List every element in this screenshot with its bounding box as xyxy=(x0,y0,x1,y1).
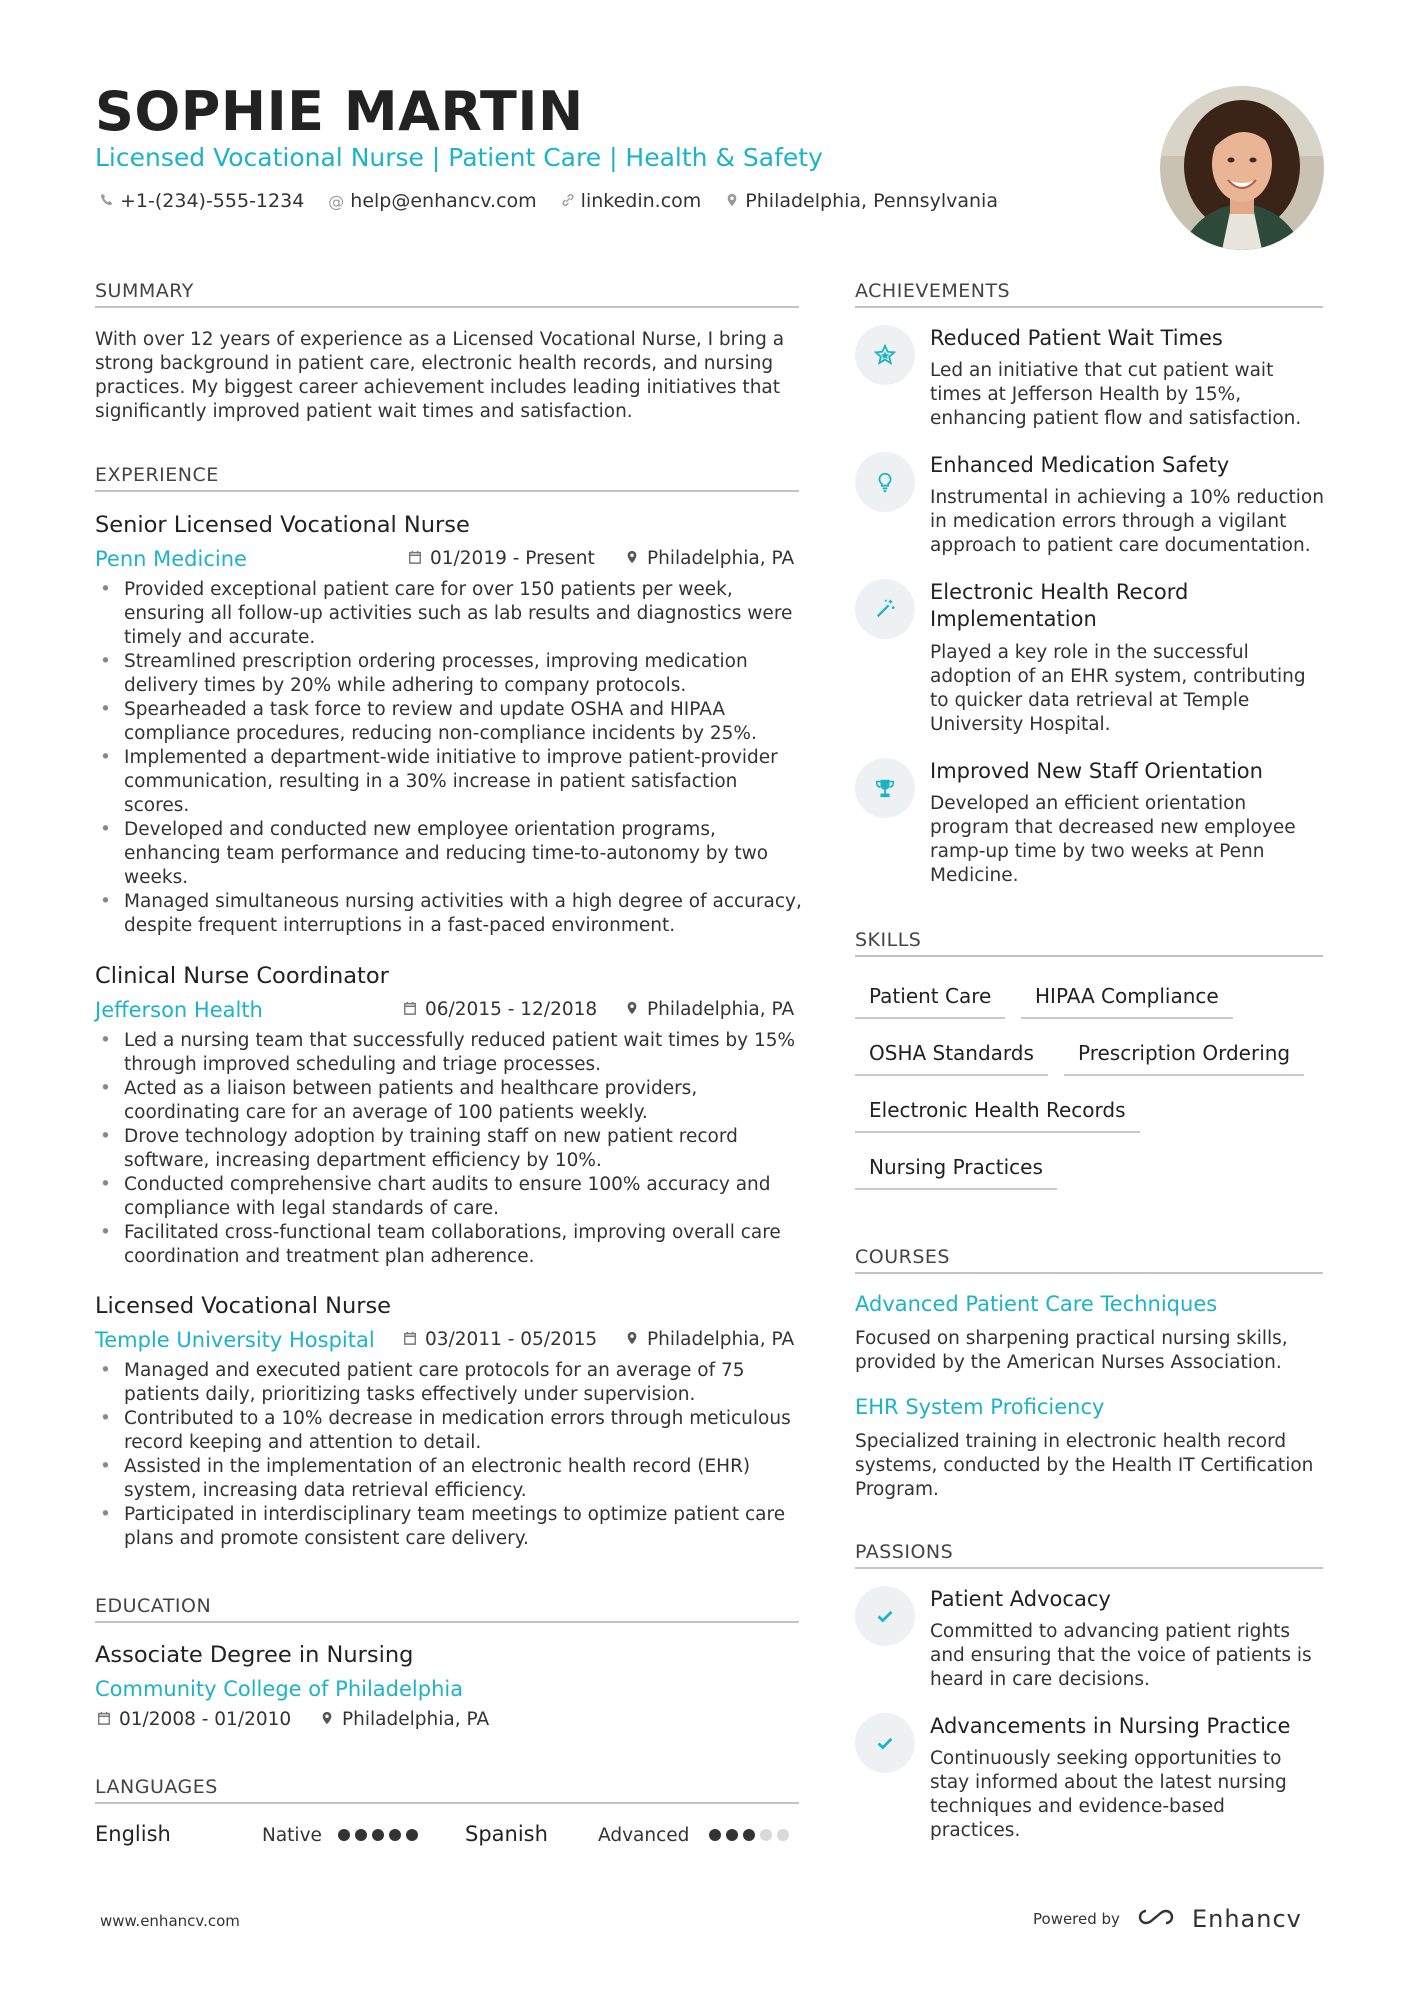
job-title: Senior Licensed Vocational Nurse xyxy=(95,512,470,538)
language-level: Advanced xyxy=(598,1825,690,1846)
summary-divider xyxy=(95,306,799,308)
achievements-heading: ACHIEVEMENTS xyxy=(855,280,1011,302)
course-desc: Focused on sharpening practical nursing skills, provided by the American Nurses Association. xyxy=(855,1328,1288,1373)
achievement-title: Improved New Staff Orientation xyxy=(930,759,1263,783)
rating-dot xyxy=(777,1829,789,1841)
star-icon xyxy=(855,325,915,385)
passion-title: Advancements in Nursing Practice xyxy=(930,1714,1291,1738)
rating-dot xyxy=(338,1829,350,1841)
passions-divider xyxy=(855,1567,1323,1569)
language-name: English xyxy=(95,1822,171,1846)
location-pin-icon xyxy=(320,1709,334,1730)
passion-desc: Continuously seeking opportunities to stay informed about the latest nursing techniques and evidence-based practices. xyxy=(930,1748,1287,1841)
rating-dot xyxy=(709,1829,721,1841)
education-location-text: Philadelphia, PA xyxy=(342,1709,490,1730)
job-location-text: Philadelphia, PA xyxy=(647,1329,795,1350)
achievement-desc: Instrumental in achieving a 10% reduction in medication errors through a vigilant approach to patient care documentation. xyxy=(930,487,1324,556)
achievements-divider xyxy=(855,306,1323,308)
trophy-icon xyxy=(855,758,915,818)
achievement-desc: Developed an efficient orientation program that decreased new employee ramp-up time by two weeks at Penn Medicine. xyxy=(930,793,1296,886)
job-dates-text: 03/2011 - 05/2015 xyxy=(425,1329,598,1350)
email-text: help@enhancv.com xyxy=(350,190,537,212)
job-location-text: Philadelphia, PA xyxy=(647,548,795,569)
job-bullet: • Drove technology adoption by training staff on new patient record software, increasing department efficiency by 10%. xyxy=(95,1125,810,1173)
powered-by-text: Powered by xyxy=(1033,1910,1120,1928)
job-location xyxy=(625,548,794,569)
job-bullet: • Assisted in the implementation of an electronic health record (EHR) system, increasing data retrieval efficiency. xyxy=(95,1455,810,1503)
link-icon xyxy=(561,190,575,212)
brand-name: Enhancv xyxy=(1191,1905,1302,1933)
rating-dot xyxy=(406,1829,418,1841)
passion-title: Patient Advocacy xyxy=(930,1587,1111,1611)
job-bullet: • Developed and conducted new employee orientation programs, enhancing team performance and reducing time-to-autonomy by two weeks. xyxy=(95,818,810,890)
degree-title: Associate Degree in Nursing xyxy=(95,1642,414,1668)
contact-bar xyxy=(100,190,998,212)
job-company: Penn Medicine xyxy=(95,547,247,571)
courses-divider xyxy=(855,1272,1323,1274)
language-level: Native xyxy=(262,1825,322,1846)
phone-text: +1-(234)-555-1234 xyxy=(120,190,305,212)
job-title: Licensed Vocational Nurse xyxy=(95,1293,392,1319)
job-bullet: • Streamlined prescription ordering processes, improving medication delivery times by 20% while adhering to company protocols. xyxy=(95,650,810,698)
calendar-icon xyxy=(97,1709,111,1730)
skill-tag: HIPAA Compliance xyxy=(1021,984,1233,1019)
passion-desc: Committed to advancing patient rights and ensuring that the voice of patients is heard in care decisions. xyxy=(930,1621,1312,1690)
job-bullet: • Acted as a liaison between patients and healthcare providers, coordinating care for an average of 100 patients weekly. xyxy=(95,1077,810,1125)
lightbulb-icon xyxy=(855,452,915,512)
job-title: Clinical Nurse Coordinator xyxy=(95,963,389,989)
profile-photo xyxy=(1160,86,1324,250)
checkmark-icon xyxy=(855,1586,915,1646)
skill-tag: Nursing Practices xyxy=(855,1155,1057,1190)
job-bullet: • Spearheaded a task force to review and update OSHA and HIPAA compliance procedures, reducing non-compliance incidents by 25%. xyxy=(95,698,810,746)
language-rating xyxy=(709,1829,789,1841)
rating-dot xyxy=(760,1829,772,1841)
linkedin-text: linkedin.com xyxy=(580,190,702,212)
achievement-item xyxy=(855,452,1325,556)
job-dates xyxy=(403,1329,597,1350)
job-bullet: • Participated in interdisciplinary team meetings to optimize patient care plans and promote consistent care delivery. xyxy=(95,1503,810,1551)
location-pin-icon xyxy=(625,1329,639,1350)
achievement-item xyxy=(855,758,1325,888)
candidate-title: Licensed Vocational Nurse | Patient Care | Health & Safety xyxy=(95,143,823,172)
language-name: Spanish xyxy=(465,1822,548,1846)
contact-phone[interactable] xyxy=(100,190,304,212)
contact-location xyxy=(725,190,998,212)
phone-icon xyxy=(100,190,114,212)
achievement-title: Reduced Patient Wait Times xyxy=(930,326,1223,350)
job-location xyxy=(625,1329,794,1350)
location-pin-icon xyxy=(725,190,739,212)
achievement-item xyxy=(855,579,1325,735)
calendar-icon xyxy=(408,548,422,569)
achievement-desc: Played a key role in the successful adoption of an EHR system, contributing to quicker data retrieval at Temple University Hospital. xyxy=(930,642,1306,735)
job-dates xyxy=(408,548,595,569)
job-bullet: • Managed simultaneous nursing activities with a high degree of accuracy, despite frequent interruptions in a fast-paced environment. xyxy=(95,890,810,938)
achievement-title: Electronic Health Record Implementation xyxy=(930,580,1189,631)
summary-line: strong background in patient care, electronic health records, and nursing xyxy=(95,353,774,374)
experience-heading: EXPERIENCE xyxy=(95,464,219,486)
skill-tag: Electronic Health Records xyxy=(855,1098,1140,1133)
course-desc: Specialized training in electronic health record systems, conducted by the Health IT Certification Program. xyxy=(855,1431,1314,1500)
job-bullet: • Led a nursing team that successfully reduced patient wait times by 15% through improved scheduling and triage processes. xyxy=(95,1029,810,1077)
footer-branding[interactable] xyxy=(1033,1905,1302,1933)
job-bullets xyxy=(95,578,810,938)
job-bullet: • Provided exceptional patient care for over 150 patients per week, ensuring all follow-up activities such as lab results and diagnostics were timely and accurate. xyxy=(95,578,810,650)
achievement-title: Enhanced Medication Safety xyxy=(930,453,1230,477)
experience-divider xyxy=(95,490,799,492)
course-title: Advanced Patient Care Techniques xyxy=(855,1292,1218,1316)
checkmark-icon xyxy=(855,1713,915,1773)
education-dates-text: 01/2008 - 01/2010 xyxy=(119,1709,292,1730)
calendar-icon xyxy=(403,1329,417,1350)
location-text: Philadelphia, Pennsylvania xyxy=(745,190,998,212)
skill-tag: OSHA Standards xyxy=(855,1041,1048,1076)
location-pin-icon xyxy=(625,999,639,1020)
summary-heading: SUMMARY xyxy=(95,280,194,302)
education-dates xyxy=(97,1709,291,1730)
contact-linkedin[interactable] xyxy=(561,190,702,212)
job-bullet: • Conducted comprehensive chart audits to ensure 100% accuracy and compliance with legal standards of care. xyxy=(95,1173,810,1221)
enhancv-logo-icon xyxy=(1132,1905,1180,1933)
job-location xyxy=(625,999,794,1020)
location-pin-icon xyxy=(625,548,639,569)
job-bullet: • Implemented a department-wide initiative to improve patient-provider communication, resulting in a 30% increase in patient satisfaction scores. xyxy=(95,746,810,818)
education-divider xyxy=(95,1621,799,1623)
courses-heading: COURSES xyxy=(855,1246,950,1268)
magic-wand-icon xyxy=(855,579,915,639)
skill-tag: Prescription Ordering xyxy=(1064,1041,1304,1076)
summary-line: significantly improved patient wait times and satisfaction. xyxy=(95,401,633,422)
job-location-text: Philadelphia, PA xyxy=(647,999,795,1020)
passions-heading: PASSIONS xyxy=(855,1541,954,1563)
calendar-icon xyxy=(403,999,417,1020)
job-bullets xyxy=(95,1029,810,1269)
school-name: Community College of Philadelphia xyxy=(95,1677,464,1701)
job-bullet: • Managed and executed patient care protocols for an average of 75 patients daily, prioritizing tasks effectively under supervision. xyxy=(95,1359,810,1407)
job-dates xyxy=(403,999,597,1020)
language-rating xyxy=(338,1829,418,1841)
languages-heading: LANGUAGES xyxy=(95,1776,218,1798)
at-icon: @ xyxy=(328,191,345,211)
job-bullet: • Facilitated cross-functional team collaborations, improving overall care coordination and treatment plan adherence. xyxy=(95,1221,810,1269)
achievement-item xyxy=(855,325,1325,429)
rating-dot xyxy=(389,1829,401,1841)
course-title: EHR System Proficiency xyxy=(855,1395,1105,1419)
skill-tag: Patient Care xyxy=(855,984,1005,1019)
education-location xyxy=(320,1709,489,1730)
passion-item xyxy=(855,1713,1325,1843)
job-dates-text: 06/2015 - 12/2018 xyxy=(425,999,598,1020)
job-dates-text: 01/2019 - Present xyxy=(430,548,595,569)
passion-item xyxy=(855,1586,1325,1690)
job-company: Temple University Hospital xyxy=(95,1328,375,1352)
summary-line: With over 12 years of experience as a Licensed Vocational Nurse, I bring a xyxy=(95,329,785,350)
rating-dot xyxy=(726,1829,738,1841)
rating-dot xyxy=(743,1829,755,1841)
job-bullet: • Contributed to a 10% decrease in medication errors through meticulous record keeping and attention to detail. xyxy=(95,1407,810,1455)
job-company: Jefferson Health xyxy=(95,998,263,1022)
skills-divider xyxy=(855,955,1323,957)
achievement-desc: Led an initiative that cut patient wait times at Jefferson Health by 15%, enhancing patient flow and satisfaction. xyxy=(930,360,1302,429)
footer-website[interactable]: www.enhancv.com xyxy=(100,1912,240,1930)
candidate-name: SOPHIE MARTIN xyxy=(95,80,584,143)
rating-dot xyxy=(372,1829,384,1841)
job-bullets xyxy=(95,1359,810,1551)
skills-heading: SKILLS xyxy=(855,929,922,951)
rating-dot xyxy=(355,1829,367,1841)
contact-email[interactable] xyxy=(328,190,536,212)
languages-divider xyxy=(95,1802,799,1804)
summary-text xyxy=(95,328,805,424)
summary-line: practices. My biggest career achievement includes leading initiatives that xyxy=(95,377,781,398)
education-heading: EDUCATION xyxy=(95,1595,212,1617)
